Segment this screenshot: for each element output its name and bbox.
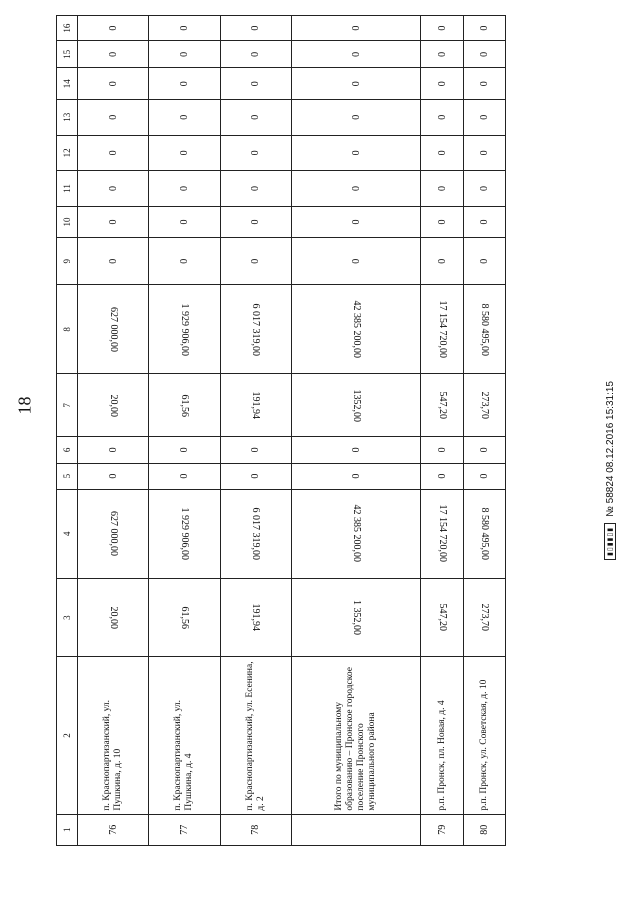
value-text: 191,94 xyxy=(250,391,262,420)
value-cell: 0 xyxy=(463,99,505,135)
value-cell xyxy=(149,489,220,578)
value-cell: 0 xyxy=(291,171,420,207)
value-cell: 0 xyxy=(421,41,463,68)
value-cell: 0 xyxy=(421,16,463,41)
value-cell: 0 xyxy=(149,99,220,135)
value-cell: 0 xyxy=(421,135,463,171)
column-header: 10 xyxy=(57,206,78,237)
value-cell xyxy=(149,578,220,657)
value-cell xyxy=(291,489,420,578)
value-text: 627 000,00 xyxy=(107,306,119,352)
value-cell xyxy=(220,489,291,578)
value-text: 1 352,00 xyxy=(350,600,362,636)
value-cell: 0 xyxy=(463,463,505,489)
value-cell: 0 xyxy=(78,99,149,135)
value-text: 1352,00 xyxy=(350,389,362,422)
row-number-cell: 80 xyxy=(463,814,505,845)
value-text: 191,94 xyxy=(250,603,262,632)
value-cell: 0 xyxy=(220,135,291,171)
value-cell xyxy=(463,285,505,374)
row-number-cell: 76 xyxy=(78,814,149,845)
value-cell: 0 xyxy=(421,437,463,463)
value-cell: 0 xyxy=(291,99,420,135)
address-cell: р.п. Пронск, пл. Новая, д. 4 xyxy=(421,657,463,814)
column-header: 7 xyxy=(57,374,78,437)
column-header: 1 xyxy=(57,814,78,845)
address-cell: п. Краснопартизанский, ул. Есенина, д. 2 xyxy=(220,657,291,814)
column-header: 11 xyxy=(57,171,78,207)
value-cell: 0 xyxy=(291,463,420,489)
value-cell: 0 xyxy=(149,135,220,171)
value-text: 1 929 906,00 xyxy=(178,303,190,356)
value-text: 1 929 906,00 xyxy=(178,507,190,560)
value-text: 20,00 xyxy=(107,394,119,417)
value-cell: 0 xyxy=(220,238,291,285)
value-cell: 0 xyxy=(149,206,220,237)
value-cell: 0 xyxy=(78,68,149,99)
address-cell: п. Краснопартизанский, ул. Пушкина, д. 10 xyxy=(78,657,149,814)
table-row xyxy=(421,16,463,846)
stamp-text: № 58824 08.12.2016 15:31:15 xyxy=(604,381,616,517)
address-cell: п. Краснопартизанский, ул. Пушкина, д. 4 xyxy=(149,657,220,814)
value-cell: 0 xyxy=(291,135,420,171)
table-row xyxy=(220,16,291,846)
value-text: 20,00 xyxy=(107,606,119,629)
address-cell: Итого по муниципальному образованию – Пронское городское поселение Пронского муниципального района xyxy=(291,657,420,814)
value-cell xyxy=(463,489,505,578)
column-header: 4 xyxy=(57,489,78,578)
value-cell: 0 xyxy=(149,41,220,68)
value-cell: 0 xyxy=(291,68,420,99)
value-cell: 0 xyxy=(463,41,505,68)
value-text: 273,70 xyxy=(478,603,490,632)
value-text: 547,20 xyxy=(436,603,448,632)
value-cell: 0 xyxy=(78,135,149,171)
column-header: 16 xyxy=(57,16,78,41)
value-cell: 0 xyxy=(78,463,149,489)
value-cell: 0 xyxy=(421,68,463,99)
value-cell: 0 xyxy=(291,437,420,463)
value-cell xyxy=(421,285,463,374)
value-cell: 0 xyxy=(149,16,220,41)
value-cell xyxy=(149,285,220,374)
value-cell: 0 xyxy=(78,437,149,463)
column-header: 2 xyxy=(57,657,78,814)
value-text: 42 385 200,00 xyxy=(350,505,362,563)
data-table xyxy=(56,15,506,846)
value-cell xyxy=(291,285,420,374)
value-cell xyxy=(78,489,149,578)
row-number-cell xyxy=(291,814,420,845)
row-number-cell: 78 xyxy=(220,814,291,845)
value-text: 61,56 xyxy=(178,606,190,629)
value-cell: 0 xyxy=(220,437,291,463)
column-header: 9 xyxy=(57,238,78,285)
value-cell xyxy=(78,374,149,437)
value-cell: 0 xyxy=(149,238,220,285)
value-cell: 0 xyxy=(291,238,420,285)
value-cell xyxy=(421,374,463,437)
value-cell: 0 xyxy=(463,206,505,237)
table-body xyxy=(78,16,506,846)
address-cell: р.п. Пронск, ул. Советская, д. 10 xyxy=(463,657,505,814)
value-cell: 0 xyxy=(220,463,291,489)
value-cell xyxy=(421,489,463,578)
value-cell xyxy=(78,578,149,657)
value-cell xyxy=(220,578,291,657)
value-cell: 0 xyxy=(421,206,463,237)
value-cell: 0 xyxy=(291,16,420,41)
column-header: 5 xyxy=(57,463,78,489)
value-cell: 0 xyxy=(291,206,420,237)
value-cell: 0 xyxy=(78,171,149,207)
value-cell: 0 xyxy=(463,135,505,171)
value-cell: 0 xyxy=(78,16,149,41)
column-header: 12 xyxy=(57,135,78,171)
value-cell: 0 xyxy=(220,68,291,99)
value-cell: 0 xyxy=(149,437,220,463)
value-text: 6 017 319,00 xyxy=(250,507,262,560)
page-number: 18 xyxy=(14,396,35,415)
row-number-cell: 79 xyxy=(421,814,463,845)
column-header: 8 xyxy=(57,285,78,374)
value-cell: 0 xyxy=(421,238,463,285)
value-cell: 0 xyxy=(220,206,291,237)
value-text: 273,70 xyxy=(478,391,490,420)
value-cell: 0 xyxy=(421,171,463,207)
value-cell xyxy=(149,374,220,437)
value-cell: 0 xyxy=(463,16,505,41)
column-header: 15 xyxy=(57,41,78,68)
value-cell: 0 xyxy=(78,41,149,68)
value-text: 42 385 200,00 xyxy=(350,300,362,359)
value-text: 8 580 495,00 xyxy=(478,507,490,560)
value-cell: 0 xyxy=(463,437,505,463)
column-header: 3 xyxy=(57,578,78,657)
column-header: 13 xyxy=(57,99,78,135)
value-cell xyxy=(463,578,505,657)
value-text: 17 154 720,00 xyxy=(436,505,448,563)
value-cell xyxy=(291,374,420,437)
value-cell: 0 xyxy=(149,68,220,99)
barcode-icon: ▮▯▮▮▯▮ xyxy=(604,523,616,560)
table-row xyxy=(78,16,149,846)
row-number-cell: 77 xyxy=(149,814,220,845)
value-text: 547,20 xyxy=(436,391,448,420)
column-header: 14 xyxy=(57,68,78,99)
value-cell: 0 xyxy=(421,463,463,489)
value-cell xyxy=(78,285,149,374)
value-cell xyxy=(291,578,420,657)
value-text: 627 000,00 xyxy=(107,511,119,557)
table-row xyxy=(291,16,420,846)
value-cell: 0 xyxy=(291,41,420,68)
value-cell: 0 xyxy=(78,238,149,285)
value-text: 61,56 xyxy=(178,394,190,417)
value-cell: 0 xyxy=(149,463,220,489)
value-cell: 0 xyxy=(463,68,505,99)
registration-stamp xyxy=(600,260,620,560)
value-text: 17 154 720,00 xyxy=(436,300,448,359)
value-cell: 0 xyxy=(220,16,291,41)
value-cell xyxy=(421,578,463,657)
column-header: 6 xyxy=(57,437,78,463)
value-cell: 0 xyxy=(463,171,505,207)
value-cell xyxy=(463,374,505,437)
value-cell: 0 xyxy=(220,171,291,207)
value-text: 8 580 495,00 xyxy=(478,303,490,356)
value-text: 6 017 319,00 xyxy=(250,303,262,356)
value-cell: 0 xyxy=(220,41,291,68)
value-cell: 0 xyxy=(78,206,149,237)
value-cell: 0 xyxy=(421,99,463,135)
table-wrapper xyxy=(56,15,506,846)
value-cell: 0 xyxy=(149,171,220,207)
table-header-row xyxy=(57,16,78,846)
value-cell: 0 xyxy=(220,99,291,135)
table-row xyxy=(149,16,220,846)
table-row xyxy=(463,16,505,846)
value-cell: 0 xyxy=(463,238,505,285)
value-cell xyxy=(220,374,291,437)
value-cell xyxy=(220,285,291,374)
